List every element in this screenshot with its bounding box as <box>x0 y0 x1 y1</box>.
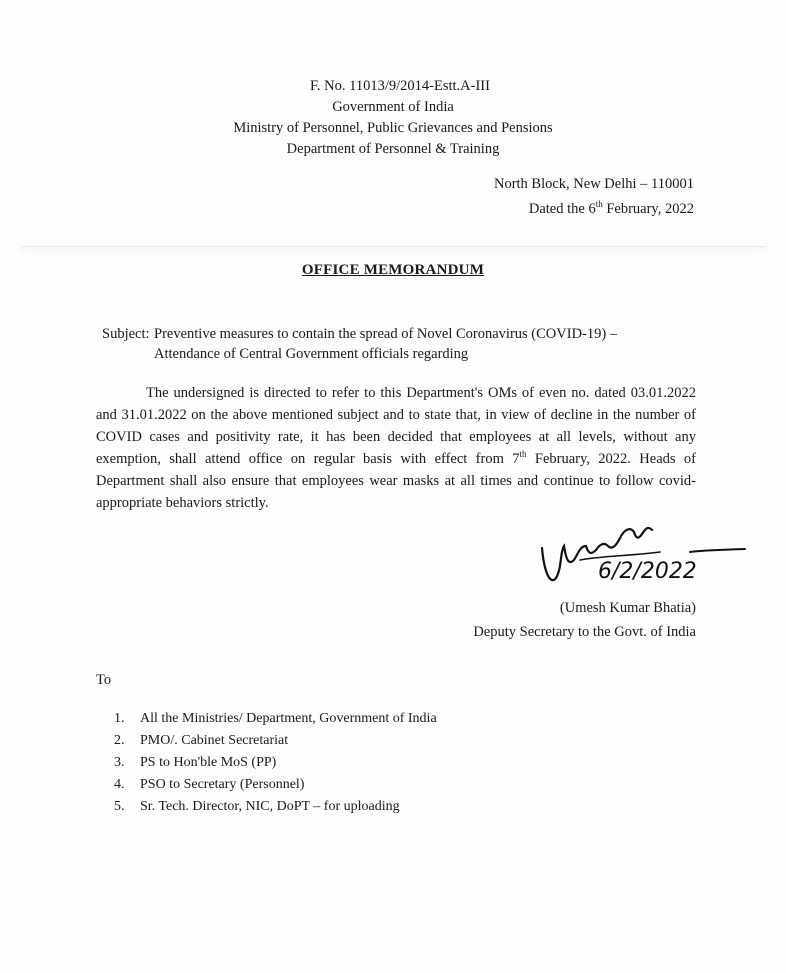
recipient-item: 3. PS to Hon'ble MoS (PP) <box>114 755 277 770</box>
page-fold-divider <box>20 238 766 247</box>
department-name: Department of Personnel & Training <box>286 141 500 157</box>
recipient-item: 2. PMO/. Cabinet Secretariat <box>114 733 289 748</box>
body-superscript: th <box>519 449 527 460</box>
recipient-item: 5. Sr. Tech. Director, NIC, DoPT – for uploading <box>114 799 400 814</box>
recipient-item: 4. PSO to Secretary (Personnel) <box>114 777 305 792</box>
signatory-name: (Umesh Kumar Bhatia) <box>559 600 696 616</box>
recipient-item: 1. All the Ministries/ Department, Government of India <box>114 711 437 726</box>
date-prefix: Dated the 6 <box>528 200 596 217</box>
subject-line-1: Preventive measures to contain the spread of Novel Coronavirus (COVID-19) – <box>154 326 618 342</box>
subject-label: Subject: <box>102 326 150 342</box>
subject-line-2: Attendance of Central Government officials regarding <box>154 346 469 362</box>
memo-title: OFFICE MEMORANDUM <box>301 262 485 278</box>
body-part-1: The undersigned is directed to refer to this Department's OMs of even no. dated 03.01.2022 and 31.01.2022 on the above mentioned subject and to state that, in view of decline in the number of COVID cases and positivity rate, it has been decided that employees at all levels, without any exemption, shall attend office on regular basis with effect from 7 <box>96 385 696 467</box>
date-superscript: th <box>595 199 603 209</box>
signature-drawing <box>530 516 760 596</box>
memo-date <box>494 194 694 219</box>
signatory-block <box>473 596 696 644</box>
to-label: To <box>96 672 112 688</box>
government-name: Government of India <box>332 99 454 115</box>
file-number: F. No. 11013/9/2014-Estt.A-III <box>310 78 490 94</box>
signatory-designation: Deputy Secretary to the Govt. of India <box>473 624 696 640</box>
signature-date: 6/2/2022 <box>598 559 697 584</box>
date-suffix: February, 2022 <box>602 200 694 217</box>
ministry-name: Ministry of Personnel, Public Grievances and Pensions <box>233 120 553 136</box>
address-block <box>494 174 694 219</box>
handwritten-signature <box>530 516 760 596</box>
memo-body <box>96 382 696 514</box>
office-location: North Block, New Delhi – 110001 <box>493 176 694 192</box>
letterhead <box>0 76 786 160</box>
recipient-list <box>114 708 437 818</box>
body-part-2: February, 2022. Heads of Department shall also ensure that employees wear masks at all times and continue to follow covid-appropriate behaviors strictly. <box>96 451 696 511</box>
